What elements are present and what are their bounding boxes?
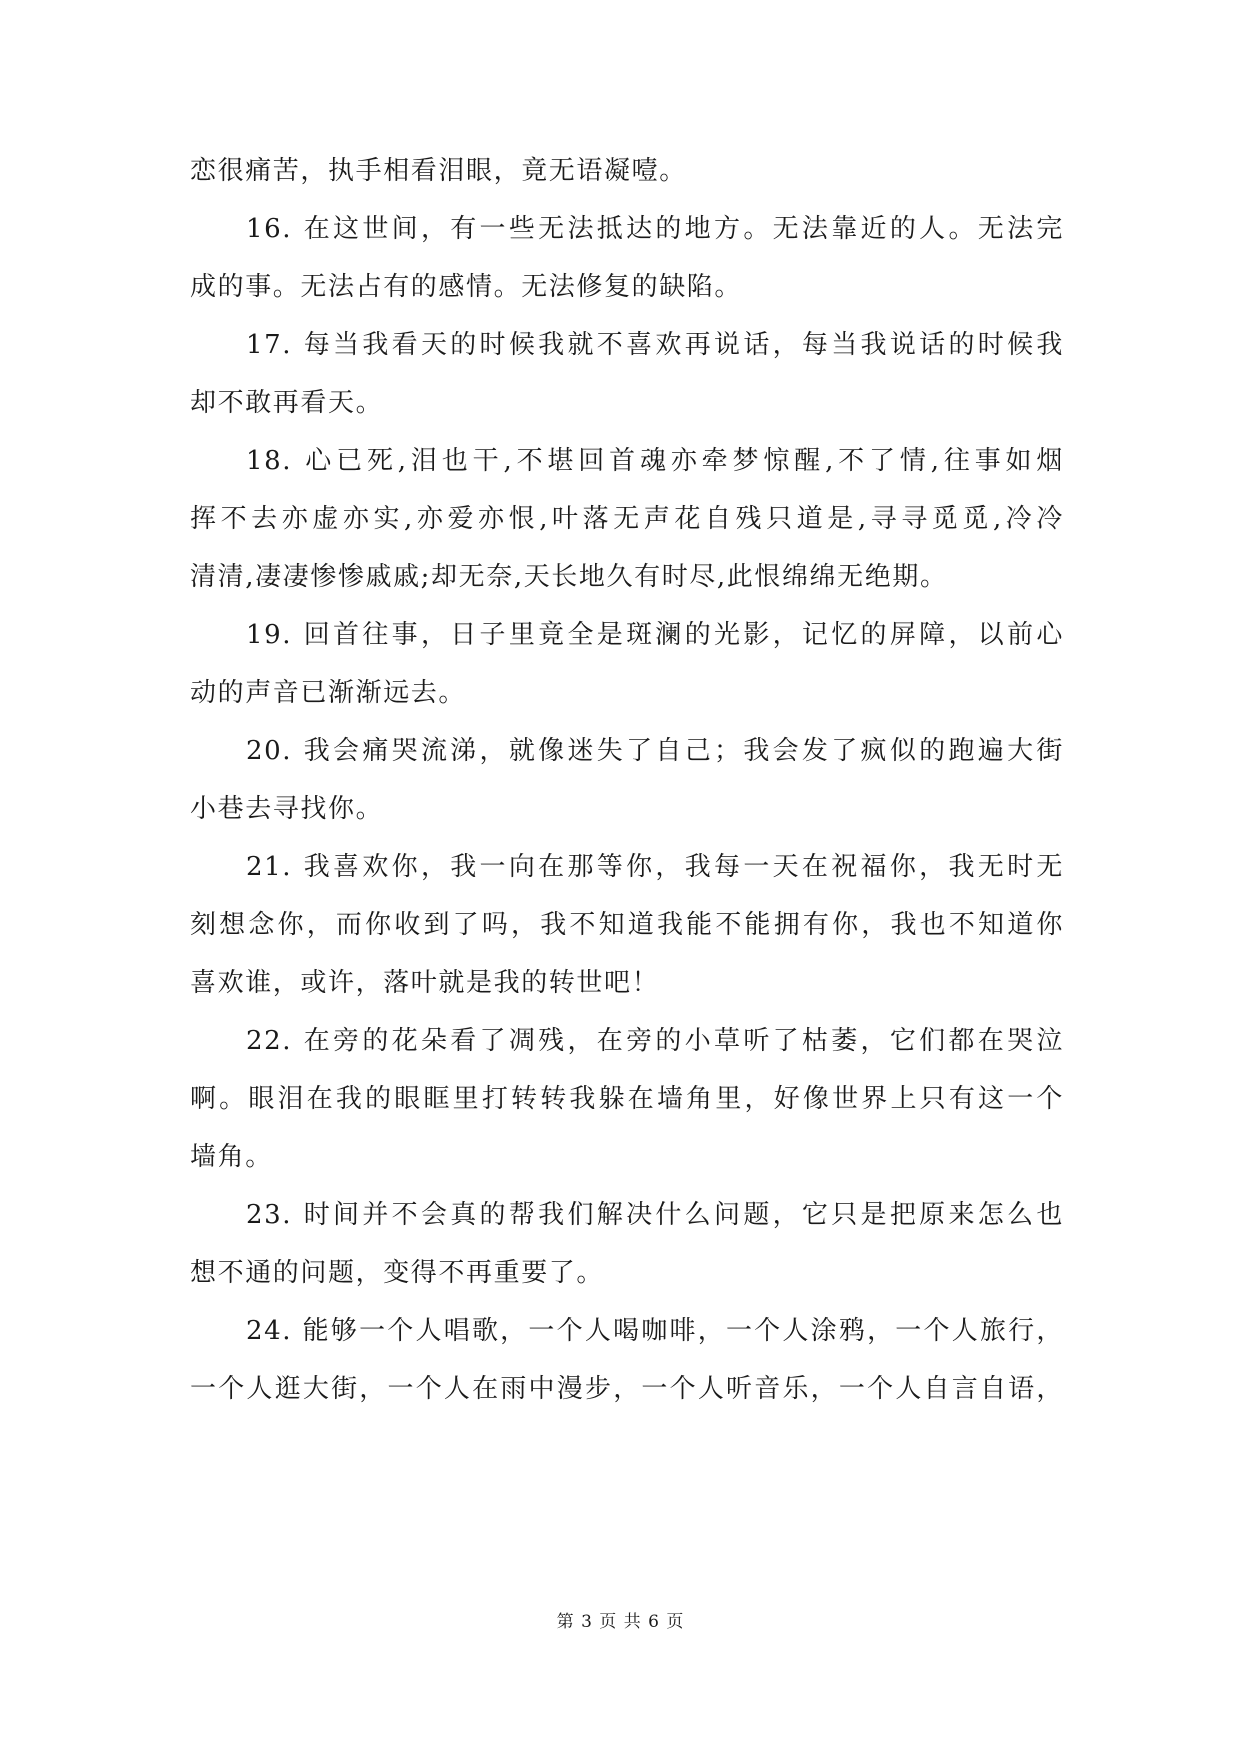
paragraph-line: 21. 我喜欢你，我一向在那等你，我每一天在祝福你，我无时无	[246, 852, 1064, 882]
paragraph-line: 墙角。	[190, 1142, 273, 1172]
paragraph-line: 动的声音已渐渐远去。	[190, 678, 467, 708]
paragraph-line: 23. 时间并不会真的帮我们解决什么问题，它只是把原来怎么也	[246, 1200, 1064, 1230]
paragraph-line: 刻想念你，而你收到了吗，我不知道我能不能拥有你，我也不知道你	[190, 910, 1064, 940]
paragraph-line: 一个人逛大街，一个人在雨中漫步，一个人听音乐，一个人自言自语，	[190, 1374, 1064, 1404]
paragraph-line: 24. 能够一个人唱歌，一个人喝咖啡，一个人涂鸦，一个人旅行，	[246, 1316, 1064, 1346]
paragraph-line: 啊。眼泪在我的眼眶里打转转我躲在墙角里，好像世界上只有这一个	[190, 1084, 1064, 1114]
paragraph-line: 16. 在这世间，有一些无法抵达的地方。无法靠近的人。无法完	[246, 214, 1064, 244]
paragraph-line: 却不敢再看天。	[190, 388, 384, 418]
paragraph-line: 成的事。无法占有的感情。无法修复的缺陷。	[190, 272, 743, 302]
paragraph-line: 19. 回首往事，日子里竟全是斑澜的光影，记忆的屏障，以前心	[246, 620, 1064, 650]
paragraph-line: 小巷去寻找你。	[190, 794, 384, 824]
paragraph-line: 想不通的问题，变得不再重要了。	[190, 1258, 605, 1288]
paragraph-line: 恋很痛苦，执手相看泪眼，竟无语凝噎。	[190, 156, 687, 186]
paragraph-line: 18. 心已死,泪也干,不堪回首魂亦牵梦惊醒,不了情,往事如烟	[246, 446, 1064, 476]
paragraph-line: 20. 我会痛哭流涕，就像迷失了自己；我会发了疯似的跑遍大街	[246, 736, 1064, 766]
paragraph-line: 清清,凄凄惨惨戚戚;却无奈,天长地久有时尽,此恨绵绵无绝期。	[190, 562, 948, 592]
page-number-footer: 第 3 页 共 6 页	[556, 1612, 685, 1632]
paragraph-line: 22. 在旁的花朵看了凋残，在旁的小草听了枯萎，它们都在哭泣	[246, 1026, 1064, 1056]
paragraph-line: 喜欢谁，或许，落叶就是我的转世吧！	[190, 968, 660, 998]
paragraph-line: 挥不去亦虚亦实,亦爱亦恨,叶落无声花自残只道是,寻寻觅觅,冷冷	[190, 504, 1064, 534]
paragraph-line: 17. 每当我看天的时候我就不喜欢再说话，每当我说话的时候我	[246, 330, 1064, 360]
